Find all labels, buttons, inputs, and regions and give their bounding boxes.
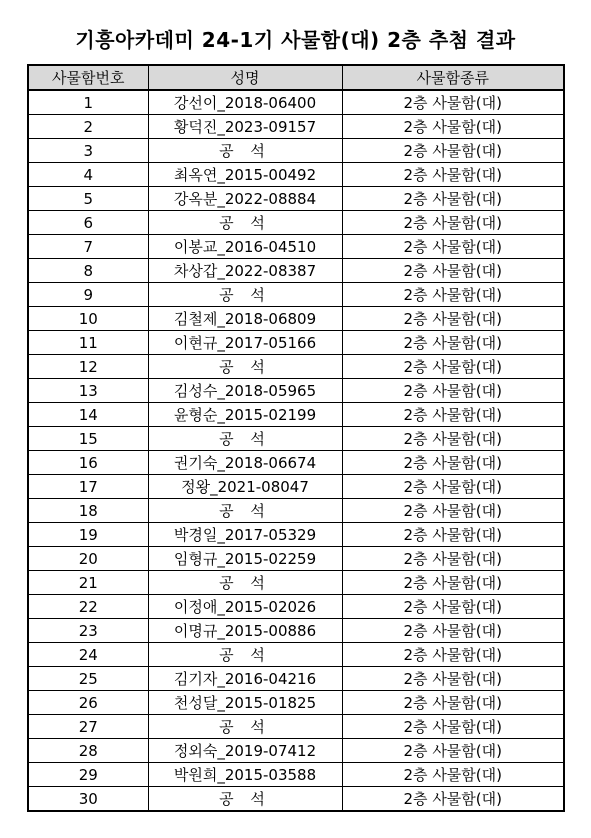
table-row: [28, 115, 564, 139]
cell-name: 공 석: [148, 787, 342, 812]
table-row: [28, 715, 564, 739]
cell-locker-number: 1: [28, 90, 148, 115]
cell-locker-number: 16: [28, 451, 148, 475]
cell-locker-number: 12: [28, 355, 148, 379]
cell-locker-type: 2층 사물함(대): [342, 211, 564, 235]
cell-locker-type: 2층 사물함(대): [342, 307, 564, 331]
cell-locker-number: 20: [28, 547, 148, 571]
table-body: [28, 90, 564, 811]
cell-name: 박원희_2015-03588: [148, 763, 342, 787]
cell-locker-number: 30: [28, 787, 148, 812]
cell-name: 공 석: [148, 715, 342, 739]
cell-locker-number: 27: [28, 715, 148, 739]
table-row: [28, 787, 564, 812]
cell-locker-number: 24: [28, 643, 148, 667]
table-row: [28, 763, 564, 787]
cell-name: 정왕_2021-08047: [148, 475, 342, 499]
cell-name: 이명규_2015-00886: [148, 619, 342, 643]
cell-locker-number: 15: [28, 427, 148, 451]
table-row: [28, 211, 564, 235]
cell-name: 공 석: [148, 283, 342, 307]
table-row: [28, 139, 564, 163]
cell-locker-type: 2층 사물함(대): [342, 139, 564, 163]
cell-locker-number: 11: [28, 331, 148, 355]
cell-locker-number: 7: [28, 235, 148, 259]
table-row: [28, 691, 564, 715]
cell-name: 임형규_2015-02259: [148, 547, 342, 571]
table-row: [28, 283, 564, 307]
cell-locker-number: 17: [28, 475, 148, 499]
cell-locker-type: 2층 사물함(대): [342, 115, 564, 139]
table-row: [28, 379, 564, 403]
cell-locker-number: 6: [28, 211, 148, 235]
cell-locker-number: 9: [28, 283, 148, 307]
table-row: [28, 331, 564, 355]
table-row: [28, 307, 564, 331]
cell-name: 이정애_2015-02026: [148, 595, 342, 619]
cell-locker-type: 2층 사물함(대): [342, 90, 564, 115]
table-row: [28, 451, 564, 475]
cell-name: 강옥분_2022-08884: [148, 187, 342, 211]
table-row: [28, 619, 564, 643]
cell-locker-type: 2층 사물함(대): [342, 691, 564, 715]
cell-name: 천성달_2015-01825: [148, 691, 342, 715]
header-locker-type: 사물함종류: [342, 65, 564, 90]
header-row: [28, 65, 564, 90]
cell-locker-type: 2층 사물함(대): [342, 643, 564, 667]
cell-name: 공 석: [148, 499, 342, 523]
cell-name: 공 석: [148, 427, 342, 451]
table-row: [28, 667, 564, 691]
table-row: [28, 427, 564, 451]
table-header: [28, 65, 564, 90]
cell-locker-type: 2층 사물함(대): [342, 715, 564, 739]
cell-locker-type: 2층 사물함(대): [342, 739, 564, 763]
table-row: [28, 595, 564, 619]
table-row: [28, 739, 564, 763]
cell-locker-number: 21: [28, 571, 148, 595]
cell-name: 김철제_2018-06809: [148, 307, 342, 331]
table-row: [28, 163, 564, 187]
cell-locker-type: 2층 사물함(대): [342, 787, 564, 812]
cell-locker-type: 2층 사물함(대): [342, 475, 564, 499]
table-row: [28, 499, 564, 523]
cell-locker-type: 2층 사물함(대): [342, 187, 564, 211]
cell-locker-type: 2층 사물함(대): [342, 355, 564, 379]
cell-locker-type: 2층 사물함(대): [342, 427, 564, 451]
cell-locker-number: 22: [28, 595, 148, 619]
cell-name: 최옥연_2015-00492: [148, 163, 342, 187]
page-title: 기흥아카데미 24-1기 사물함(대) 2층 추첨 결과: [75, 28, 516, 52]
table-row: [28, 90, 564, 115]
cell-locker-number: 2: [28, 115, 148, 139]
cell-locker-number: 29: [28, 763, 148, 787]
header-locker-number: 사물함번호: [28, 65, 148, 90]
cell-name: 차상갑_2022-08387: [148, 259, 342, 283]
cell-locker-number: 8: [28, 259, 148, 283]
cell-name: 이현규_2017-05166: [148, 331, 342, 355]
table-row: [28, 187, 564, 211]
cell-locker-type: 2층 사물함(대): [342, 499, 564, 523]
table-row: [28, 355, 564, 379]
cell-name: 박경일_2017-05329: [148, 523, 342, 547]
cell-name: 윤형순_2015-02199: [148, 403, 342, 427]
cell-locker-type: 2층 사물함(대): [342, 571, 564, 595]
cell-name: 공 석: [148, 211, 342, 235]
cell-locker-number: 28: [28, 739, 148, 763]
cell-locker-type: 2층 사물함(대): [342, 763, 564, 787]
cell-locker-number: 5: [28, 187, 148, 211]
cell-locker-type: 2층 사물함(대): [342, 547, 564, 571]
table-row: [28, 547, 564, 571]
cell-locker-number: 19: [28, 523, 148, 547]
cell-name: 이봉교_2016-04510: [148, 235, 342, 259]
cell-locker-type: 2층 사물함(대): [342, 331, 564, 355]
cell-locker-type: 2층 사물함(대): [342, 523, 564, 547]
table-row: [28, 523, 564, 547]
cell-locker-type: 2층 사물함(대): [342, 451, 564, 475]
cell-locker-type: 2층 사물함(대): [342, 283, 564, 307]
table-row: [28, 475, 564, 499]
cell-locker-type: 2층 사물함(대): [342, 667, 564, 691]
cell-locker-type: 2층 사물함(대): [342, 619, 564, 643]
header-name: 성명: [148, 65, 342, 90]
cell-locker-number: 13: [28, 379, 148, 403]
table-row: [28, 235, 564, 259]
cell-name: 공 석: [148, 355, 342, 379]
cell-locker-type: 2층 사물함(대): [342, 595, 564, 619]
cell-locker-type: 2층 사물함(대): [342, 403, 564, 427]
table-row: [28, 403, 564, 427]
table-row: [28, 571, 564, 595]
table-row: [28, 259, 564, 283]
cell-locker-type: 2층 사물함(대): [342, 163, 564, 187]
cell-locker-type: 2층 사물함(대): [342, 379, 564, 403]
cell-name: 권기숙_2018-06674: [148, 451, 342, 475]
cell-name: 황덕진_2023-09157: [148, 115, 342, 139]
cell-locker-number: 4: [28, 163, 148, 187]
cell-locker-number: 26: [28, 691, 148, 715]
cell-locker-type: 2층 사물함(대): [342, 259, 564, 283]
cell-locker-type: 2층 사물함(대): [342, 235, 564, 259]
cell-name: 김기자_2016-04216: [148, 667, 342, 691]
cell-name: 공 석: [148, 139, 342, 163]
cell-locker-number: 23: [28, 619, 148, 643]
table-row: [28, 643, 564, 667]
cell-name: 정외숙_2019-07412: [148, 739, 342, 763]
locker-result-table: [27, 64, 565, 812]
cell-name: 공 석: [148, 643, 342, 667]
cell-name: 김성수_2018-05965: [148, 379, 342, 403]
cell-locker-number: 14: [28, 403, 148, 427]
cell-locker-number: 3: [28, 139, 148, 163]
cell-locker-number: 18: [28, 499, 148, 523]
cell-locker-number: 10: [28, 307, 148, 331]
cell-locker-number: 25: [28, 667, 148, 691]
cell-name: 강선이_2018-06400: [148, 90, 342, 115]
cell-name: 공 석: [148, 571, 342, 595]
